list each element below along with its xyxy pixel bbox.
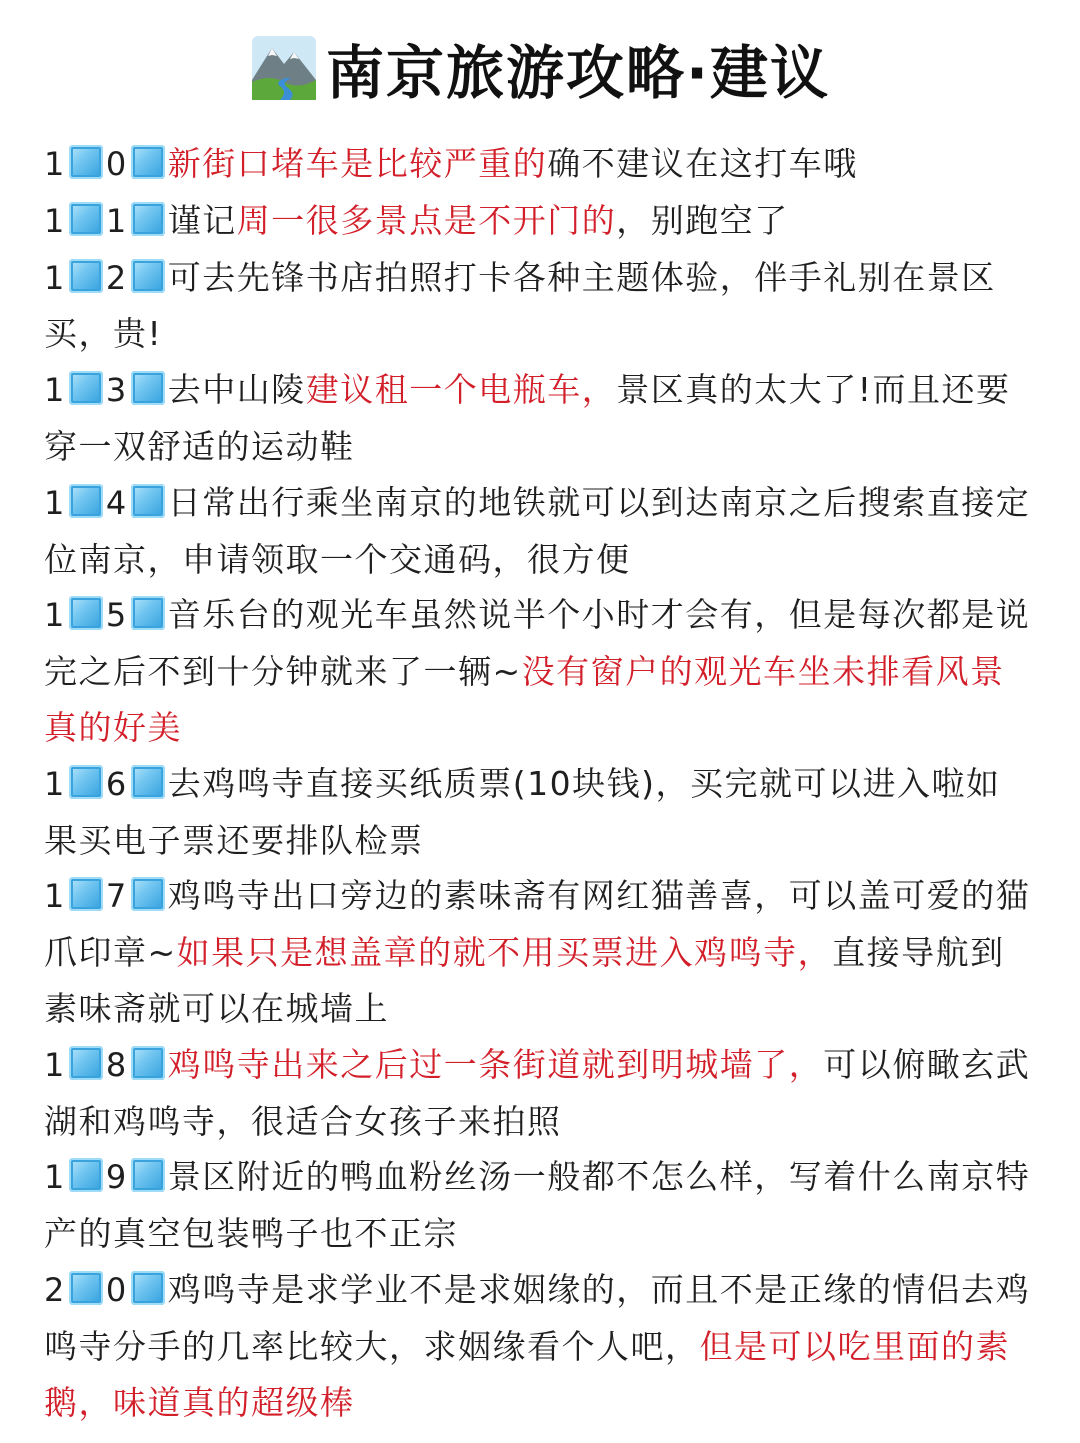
number-digit: 8 [105, 1045, 128, 1084]
tip-item [44, 136, 1034, 193]
number-digit: 2 [44, 1270, 66, 1309]
body-text: 可以俯瞰玄武湖和鸡鸣寺，很适合女孩子来拍照 [44, 1044, 1031, 1141]
tip-item [44, 475, 1034, 588]
item-number [44, 876, 168, 915]
keycap-icon [69, 202, 103, 236]
highlight-text: 但是可以吃里面的素鹅，味道真的超级棒 [44, 1326, 1010, 1422]
number-digit: 7 [105, 877, 128, 916]
item-number [44, 1045, 168, 1084]
highlight-text: 新街口堵车是比较严重的 [167, 144, 548, 183]
number-digit: 1 [44, 145, 66, 183]
item-number [44, 483, 168, 522]
number-digit: 1 [44, 258, 66, 297]
number-digit: 0 [105, 1270, 128, 1309]
number-digit: 1 [105, 201, 128, 240]
keycap-icon [69, 484, 103, 518]
page-header [0, 28, 1080, 108]
keycap-icon [69, 259, 103, 293]
item-number [44, 764, 168, 803]
body-text: 日常出行乘坐南京的地铁就可以到达南京之后搜索直接定位南京，申请领取一个交通码，很方便 [44, 482, 1031, 579]
keycap-icon [69, 1271, 103, 1305]
item-number [44, 595, 168, 634]
item-number [44, 370, 168, 409]
highlight-text: 建议租一个电瓶车， [305, 370, 617, 410]
keycap-icon [69, 371, 103, 405]
number-digit: 3 [105, 371, 128, 410]
item-number [44, 144, 168, 183]
number-digit: 2 [105, 258, 128, 297]
keycap-icon [131, 877, 165, 911]
body-text: 确不建议在这打车哦 [547, 144, 858, 183]
keycap-icon [131, 484, 165, 518]
number-digit: 1 [44, 371, 66, 410]
highlight-text: 周一很多景点是不开门的 [236, 200, 617, 240]
tip-item [44, 250, 1034, 363]
keycap-icon [131, 371, 165, 405]
mountain-river-icon [250, 34, 318, 102]
item-number [44, 1157, 168, 1196]
highlight-text: 鸡鸣寺出来之后过一条街道就到明城墙了， [167, 1044, 824, 1084]
item-number [44, 258, 168, 297]
keycap-icon [69, 765, 103, 799]
keycap-icon [69, 1046, 103, 1080]
item-number [44, 1270, 168, 1309]
number-digit: 1 [44, 877, 66, 916]
keycap-icon [131, 259, 165, 293]
tip-item [44, 868, 1034, 1036]
body-text: 景区真的太大了!而且还要穿一双舒适的运动鞋 [44, 370, 1011, 466]
highlight-text: 如果只是想盖章的就不用买票进入鸡鸣寺， [176, 933, 833, 973]
number-digit: 1 [44, 483, 66, 522]
item-number [44, 201, 168, 240]
number-digit: 6 [105, 764, 128, 803]
body-text: ，别跑空了 [616, 200, 789, 240]
body-text: 鸡鸣寺是求学业不是求姻缘的，而且不是正缘的情侣去鸡鸣寺分手的几率比较大，求姻缘看个人吧， [44, 1269, 1031, 1366]
body-text: 鸡鸣寺出口旁边的素味斋有网红猫善喜，可以盖可爱的猫爪印章~ [44, 876, 1031, 973]
body-text: 可去先锋书店拍照打卡各种主题体验，伴手礼别在景区买，贵! [44, 257, 996, 354]
keycap-icon [69, 596, 103, 630]
tip-item [44, 756, 1034, 869]
keycap-icon [131, 202, 165, 236]
body-text: 去鸡鸣寺直接买纸质票(10块钱)，买完就可以进入啦如果买电子票还要排队检票 [44, 763, 1001, 860]
tip-item [44, 1037, 1034, 1150]
highlight-text: 没有窗户的观光车坐未排看风景真的好美 [44, 652, 1005, 747]
body-text: 直接导航到素味斋就可以在城墙上 [44, 933, 1005, 1028]
keycap-icon [69, 877, 103, 911]
body-text: 去中山陵 [167, 370, 306, 410]
number-digit: 1 [44, 201, 66, 240]
keycap-icon [131, 765, 165, 799]
number-digit: 0 [105, 145, 128, 183]
keycap-icon [131, 145, 165, 179]
number-digit: 4 [105, 483, 128, 522]
tip-item [44, 193, 1034, 250]
number-digit: 1 [44, 596, 66, 635]
number-digit: 1 [44, 764, 66, 803]
tip-item [44, 1262, 1034, 1430]
keycap-icon [131, 1046, 165, 1080]
keycap-icon [131, 596, 165, 630]
body-text: 谨记 [167, 200, 237, 240]
keycap-icon [69, 145, 103, 179]
number-digit: 9 [105, 1158, 128, 1197]
tip-item [44, 362, 1034, 475]
tips-list [44, 136, 1034, 1430]
body-text: 音乐台的观光车虽然说半个小时才会有，但是每次都是说完之后不到十分钟就来了一辆~ [44, 595, 1031, 692]
number-digit: 5 [105, 596, 128, 635]
tip-item [44, 587, 1034, 755]
page-title: 南京旅游攻略·建议 [325, 39, 831, 107]
keycap-icon [69, 1158, 103, 1192]
number-digit: 1 [44, 1158, 66, 1197]
keycap-icon [131, 1158, 165, 1192]
number-digit: 1 [44, 1045, 66, 1084]
tip-item [44, 1149, 1034, 1262]
keycap-icon [131, 1271, 165, 1305]
body-text: 景区附近的鸭血粉丝汤一般都不怎么样，写着什么南京特产的真空包装鸭子也不正宗 [44, 1157, 1031, 1254]
